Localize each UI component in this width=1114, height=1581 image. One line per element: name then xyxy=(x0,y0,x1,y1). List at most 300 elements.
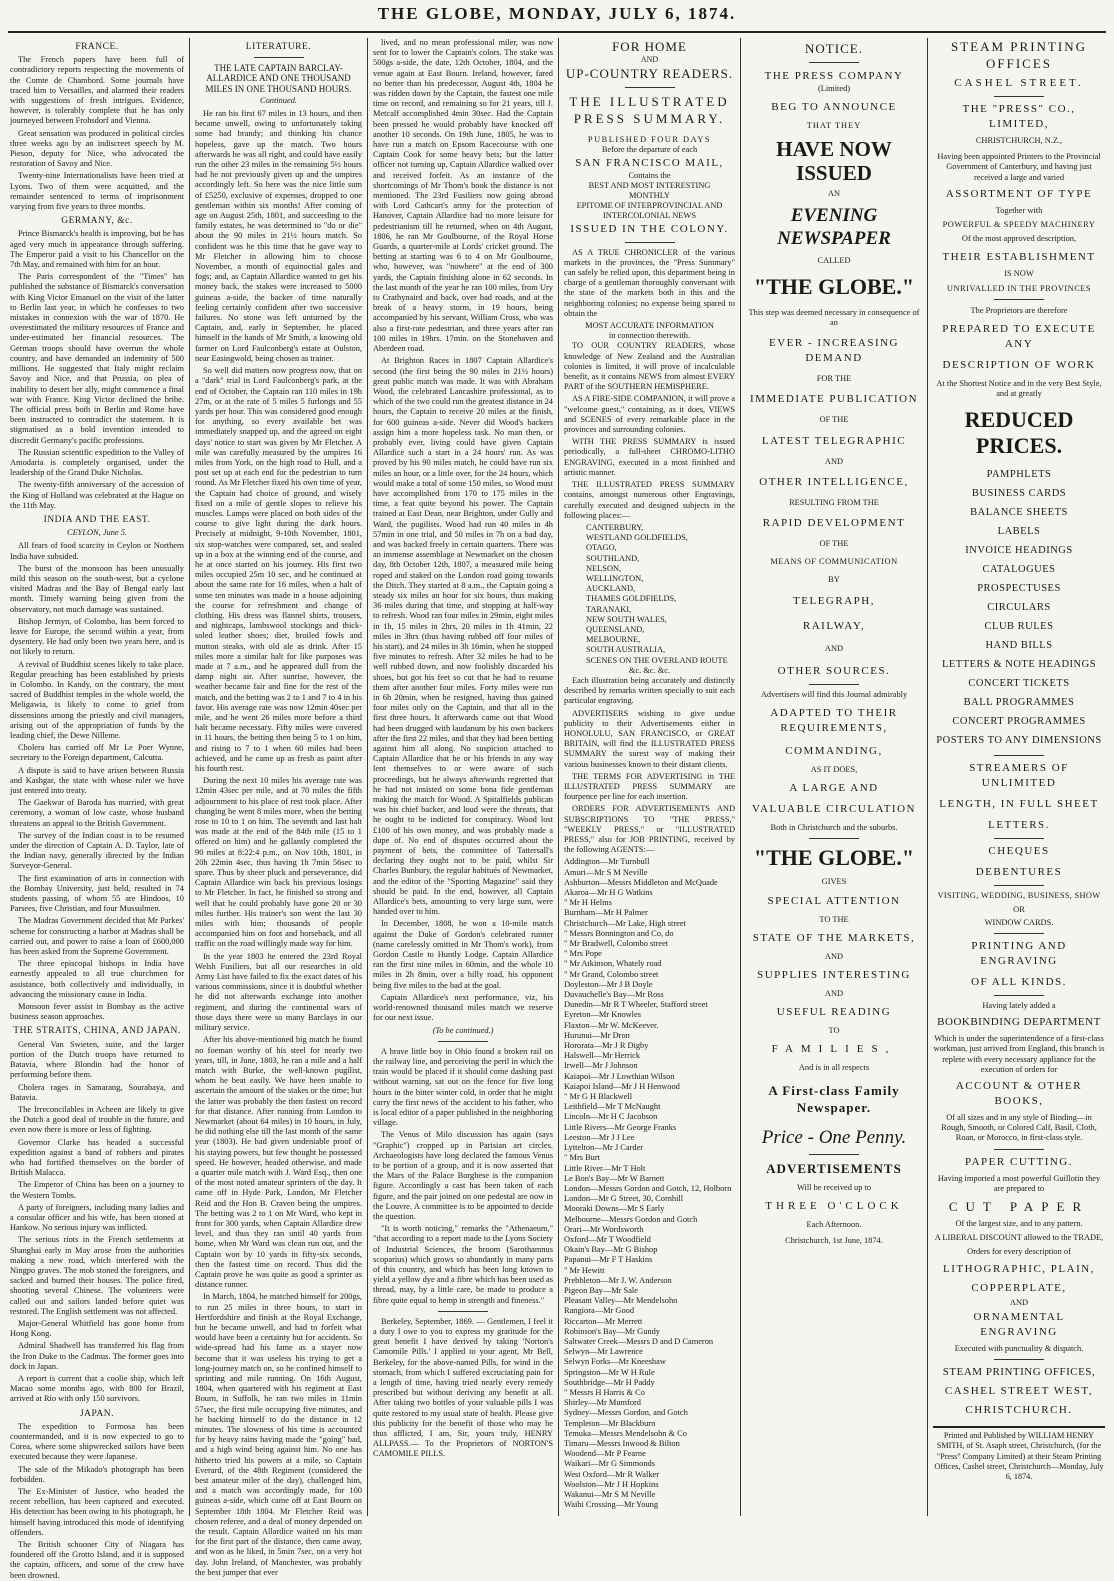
paragraph: Having imported a most powerful Guillotin they are prepared to xyxy=(937,1173,1101,1193)
text: STATE OF THE MARKETS, xyxy=(752,931,916,944)
paragraph: The sale of the Mikado's photograph has been forbidden. xyxy=(10,1464,184,1484)
agent-item: " Mr Bradwell, Colombo street xyxy=(564,939,669,949)
paragraph: General Van Swieten, suite, and the larger portion of the Dutch troops have returned to Batavia, where Blondin had the honor of performing before them. xyxy=(10,1039,184,1080)
masthead-rule xyxy=(8,31,1106,33)
text: AN xyxy=(827,189,841,199)
agent-item: Sydney—Messrs Gordon, and Gotch xyxy=(564,1408,688,1418)
paragraph: The survey of the Indian coast is to be resumed under the direction of Captain A. D. Taylor, late of the Indian navy, generally directed by the Indian Surveyor-General. xyxy=(10,830,184,871)
agent-item: Eyreton—Mr Knowles xyxy=(564,1010,641,1020)
paragraph: ORDERS FOR ADVERTISEMENTS AND SUBSCRIPTIONS TO "THE PRESS," "WEEKLY PRESS," or "ILLUSTRATED PRESS," also for JOB PRINTING, received by the following AGENTS:— xyxy=(564,804,735,855)
text: STEAM PRINTING OFFICES xyxy=(951,39,1087,71)
to-be-continued: (To be continued.) xyxy=(432,1025,494,1035)
agents-list xyxy=(564,857,735,1510)
text: DEBENTURES xyxy=(975,866,1063,879)
agent-item: Mooraki Downs—Mr S Early xyxy=(564,1204,665,1214)
text: ASSORTMENT OF TYPE xyxy=(945,187,1093,200)
column-divider xyxy=(558,38,559,1516)
text: VISITING, WEDDING, BUSINESS, SHOW xyxy=(937,891,1101,901)
divider xyxy=(994,1149,1044,1150)
globe-title: "THE GLOBE." xyxy=(753,273,915,299)
text: AND xyxy=(824,456,844,466)
text: MONTHLY xyxy=(628,191,671,201)
text: CALLED xyxy=(817,255,851,265)
divider xyxy=(994,933,1044,934)
paragraph: AS A TRUE CHRONICLER of the various markets in the provinces, the "Press Summary" can safely be relied upon, this department being in charge of a gentleman thoroughly conversant with the state of the markets both in this and the neighboring colonies; no expense being spared to obtain the xyxy=(564,247,735,318)
text: OTHER INTELLIGENCE, xyxy=(759,475,909,488)
text: UNRIVALLED IN THE PROVINCES xyxy=(946,283,1092,293)
text: OF ALL KINDS. xyxy=(971,976,1067,989)
text: EVER - INCREASING DEMAND xyxy=(769,337,899,365)
paragraph: lived, and no mean professional miler, was now sent for to lower the Captain's colors. The stake was 500gs a-side, the date, 12th October, 1804, and the venue again at East Bourn. Ireland, however, fared no better than his predecessor, August 4th, 1804 he was ridden down by the Captain, the fastest one mile time on record, and remaining so for 21 years, till J. Metcalf accomplished 4min 30sec. Had the Captain been pressed he would probably have knocked off another 10 seconds. On 19th June, 1805, he was to have run a match on Epsom Racecourse with one Captain Cook for some heavy bets; but the latter officer not turning up, Captain Allardice walked over and received forfeit. As an instance of the shortcomings of Mr Thom's book the distance is not mentioned. The 23rd Fusiliers now going abroad with Lord Cathcart's army for the protection of Hanover, Captain Allardice had no more leisure for pedestrianism till he returned, when on 4th August, 1806, he ran Mr Goulbourne, of the Royal Horse Guards, a quarter-mile at Lords' cricket ground. The betting at starting was 6 to 4 on Mr Goulbourne, who, however, was "nowhere" at the end of 300 yards, the Captain finishing alone in 62 seconds. In the last month of the year he ran 100 miles, from Ury to Crathynaird and back, over bad roads, and at the break of a heavy storm, in 19 hours, being accompanied by his servant, William Cross, who was also a first-rate pedestrian, and three years after ran 100 miles in 19hrs. 17min. on the Stonehaven and Aberdeen road. xyxy=(373,38,553,354)
heading-france: FRANCE. xyxy=(75,42,119,52)
paragraph: A brave little boy in Ohio found a broken rail on the railway line, and perceiving the peril in which the train would be placed if it should come dashing past without warning, sat out on the fence for five long hours in the bitter winter cold, in order that he might carry the first news of the accident to his father, who is local editor of a paper published in the neighboring village. xyxy=(373,1046,553,1128)
paragraph: Having been appointed Printers to the Provincial Government of Canterbury, and having just received a large and varied xyxy=(937,152,1101,182)
text: ADVERTISEMENTS xyxy=(766,1160,902,1176)
printing-item: BALANCE SHEETS xyxy=(970,507,1068,519)
agent-item: " Mr Grand, Colombo street xyxy=(564,969,659,979)
paragraph: "It is worth noticing," remarks the "Athenaeum," "that according to a report made to the Lyons Society of Industrial Sciences, the broom (Sarothamnus scoparius) which grows so abundantly in many parts of this country, and which has been long known to yield a yellow dye and a fibre which has been used as thread, may, by a little care, be made to produce a fibre quite equal to hemp in strength and fineness." xyxy=(373,1224,553,1305)
printing-item: POSTERS TO ANY DIMENSIONS xyxy=(936,735,1102,747)
text: BOOKBINDING DEPARTMENT xyxy=(937,1016,1101,1029)
printing-item: CLUB RULES xyxy=(984,621,1054,633)
text: LETTERS. xyxy=(988,819,1050,832)
paragraph: During the next 10 miles his average rate was 12min 43sec per mile, and at 70 miles the fifth adjournment to his place of rest took place. After changing he went 8 miles more, when the betting rose to 10 to 1 on him. The seventh and last halt was made at the end of the 84th mile (15 to 1 offered on him) and he gallantly completed the 90 miles at 8:22:4 p.m., on Nov 10th, 1801, in 20h 22min 4sec, thus having 1h 7min 56sec to spare. Thus by sheer pluck and perseverance, did Captain Allardice win back his previous losings to Mr Fletcher. In fact, he finished so strong and well that he could probably have gone 20 or 30 miles further. His trainer's son went the last 30 miles with him; thousands of people accompanied him on foot and horseback, and all traffic on the road willingly made way for him. xyxy=(195,776,362,949)
paragraph: Monsoon fever assist in Bombay as the active business season approaches. xyxy=(10,1002,184,1022)
text: STEAM PRINTING OFFICES, xyxy=(942,1366,1096,1379)
agent-item: London—Mr G Street, 30, Cornhill xyxy=(564,1194,684,1204)
place-item: OTAGO, xyxy=(586,543,617,553)
text: MEANS OF COMMUNICATION xyxy=(770,557,898,567)
paragraph: Cholera rages in Samarang, Sourabaya, and Batavia. xyxy=(10,1082,184,1102)
paragraph: The twenty-fifth anniversary of the accession of the King of Holland was celebrated at the Hague on the 11th May. xyxy=(10,480,184,510)
text: AS IT DOES, xyxy=(810,765,858,775)
agent-item: Halswell—Mr Herrick xyxy=(564,1051,641,1061)
press-summary-column xyxy=(564,38,735,1516)
paragraph: Twenty-nine Internationalists have been tried at Lyons. Two of them were acquitted, and the remainder sentenced to terms of imprisonment varying from five years to three months. xyxy=(10,171,184,212)
paragraph: The Russian scientific expedition to the Valley of Amodaria is completely organised, under the leadership of the Grand Duke Nicholas. xyxy=(10,447,184,478)
printing-item: CONCERT TICKETS xyxy=(968,678,1070,690)
agent-item: Dunedin—Mr R T Wheeler, Stafford street xyxy=(564,1000,708,1010)
divider xyxy=(809,838,859,839)
printing-item: CONCERT PROGRAMMES xyxy=(952,716,1086,728)
price: Price - One Penny. xyxy=(761,1126,907,1148)
paragraph: Captain Allardice's next performance, viz, his world-renowned thousand miles match we reserve for our next issue. xyxy=(373,992,553,1023)
column-divider xyxy=(927,38,928,1516)
printing-item: PAMPHLETS xyxy=(986,469,1052,481)
place-item: CANTERBURY, xyxy=(586,522,644,532)
paragraph: The Paris correspondent of the "Times" has published the substance of Bismarck's conversation with King Victor Emanuel on the visit of the latter to Berlin last year, in which he confesses to two mistakes in connexion with the war of 1870. He overestimated the military resources of France and under-estimated her financial resources. The German troops should have overrun the whole country, and have demanded an indemnity of 500 millions. He suggested that Italy might reclaim Savoy and Nice, and that Prussia, on plea of inability to desert her ally, might commence a final war with France. King Victor declined the bribe. The official press both in Berlin and Rome have been instructed to contradict the statement. It is stigmatised as a bold invention intended to discredit Germany's pacific professions. xyxy=(10,272,184,445)
paragraph: In December, 1808, he won a 10-mile match against the Duke of Gordon's celebrated runner (name carelessly omitted in Mr Thom's work), from Gordon Castle to Huntly Lodge. Captain Allardice ran the first nine miles in 60min, and the whole 10 miles in 2h 8min, over a hilly road, his opponent being five miles to the bad at the goal. xyxy=(373,919,553,990)
paragraph: A revival of Buddhist scenes likely to take place. Regular preaching has been established by priests in Colombo. In Kandy, on the contrary, the most sacred of Buddhist temples in the whole world, the Meligawia, is likely to come to grief from dissensions among the priestly and civil managers, arising out of the appropriation of funds by the leading chief, the Dewe Nilleme. xyxy=(10,659,184,740)
paragraph: The French papers have been full of contradictory reports respecting the movements of the Comte de Chambord. Some journals have traced him to Versailles, and alarmed their readers with suggestions of fresh intrigues. Evidence, however, is tolerably complete that he has only journeyed between Frohsdorf and Vienna. xyxy=(10,55,184,126)
paragraph: So well did matters now progress now, that on a "dark" trial in Lord Faulconberg's park, at the end of October, the Captain ran 110 miles in 19h 27m, or at the rate of 5 miles 5 furlongs and 55 yards per hour. This was considered good enough for anything, so every available bet was immediately snapped up, and the agreed on eight days' notice to start was given by Mr Fletcher. A mile was carefully measured by the umpires 16 miles from York, on the high road to Hull, and a post set up at each end for the pedestrian to turn round. As Mr Fletcher fixed his own time of year, the Captain had choice of ground, and wisely fixed on a mile of gentle slopes to relieve his muscles. Lamps were placed on both sides of the course to give light during the dark hours. Precisely at midnight, 9-10th November, 1801, six stop-watches were compared, set, and sealed up in a box at the winning end of the course, and he at once started on his journey. His first two miles occupied 25m 10 sec, and he continued at about the same rate for 16 miles, when a halt of some ten minutes was made in a house adjoining the course for refreshment and change of clothing. His dress was flannel shirts, trousers, and nightcaps, lambswool stockings and thick-soled leather shoes; diet, broiled fowls and mutton steaks, with old ale as drink. After 15 miles more a similar halt for like purposes was made at 7 a.m., and he appeared dull from the damp night air. After sunrise, however, the weather became fair and fine for the rest of the match, and the betting was 2 to 1 and 7 to 4 in his favor. His average rate was now 12min 40sec per mile, and he went 26 miles more before a third halt became necessary. Fifty miles were covered in 11 hours, the betting then being 5 to 1 on him, and rising to 7 to 1 when 60 miles had been achieved, and he came up as fresh as paint after his fourth rest. xyxy=(195,366,362,774)
text: TO THE xyxy=(819,914,849,924)
agent-item: Little Rivers—Mr George Franks xyxy=(564,1122,677,1132)
divider xyxy=(809,684,859,685)
agent-item: Wakanui—Mr S M Neville xyxy=(564,1490,656,1499)
text: USEFUL READING xyxy=(776,1006,892,1019)
printing-item: BUSINESS CARDS xyxy=(971,488,1067,500)
agent-item: Leeston—Mr J J Lee xyxy=(564,1132,635,1142)
paragraph: He ran his first 67 miles in 13 hours, and then became unwell, owing to unfortunately taking some bad brandy; and thinking his chance hopeless, gave up the match. Two hours afterwards he was all right, and could have easily run the other 23 miles in the remaining 5½ hours had he not previously given up and the umpires accordingly left. So here was the nice little sum of £5250, exclusive of expenses, dropped to one gentleman within six months! After coming of age on August 25th, 1801, and succeeding to the family estates, he was determined to "do or die" about the 90 miles in 21½ hours match. So confident was he this time that he gave way to Mr Fletcher in allowing him to choose November, a month of equinoctial gales and fogs; and, as Captain Allardice wanted to get his money back, the stakes were increased to 5000 guineas a-side, the backer of time naturally feeling certainly confident after two successive failures. No stone was left unturned by the Captain, and, early in September, he placed himself in the hands of Mr Smith, a knowing old farmer on Lord Faulconberg's estate at Oulston, near Easingwold, being chosen as trainer. xyxy=(195,109,362,363)
agent-item: Melbourne—Messrs Gordon and Gotch xyxy=(564,1214,698,1224)
paragraph: WITH THE PRESS SUMMARY is issued periodically, a full-sheet CHROMO-LITHO ENGRAVING, executed in a most finished and artistic manner. xyxy=(564,437,735,477)
agent-item: Springston—Mr W H Rule xyxy=(564,1367,655,1377)
places-list xyxy=(564,523,735,666)
text: And is in all respects xyxy=(798,1063,870,1073)
text: LITHOGRAPHIC, PLAIN, xyxy=(943,1262,1095,1275)
paragraph: Of all sizes and in any style of Binding—in Rough, Smooth, or Colored Calf, Basil, Cloth, Roan, or Morocco, in first-class style. xyxy=(941,1113,1097,1143)
text: SUPPLIES INTERESTING xyxy=(757,969,911,982)
paragraph: Governor Clarke has headed a successful expedition against a band of robbers and pirates who had fortified themselves on the border of British Malacca. xyxy=(10,1137,184,1178)
agent-item: Waihi Crossing—Mr Young xyxy=(564,1500,659,1510)
text: COPPERPLATE, xyxy=(971,1281,1067,1294)
text: STREAMERS OF UNLIMITED xyxy=(969,762,1069,790)
text: Contains the xyxy=(628,170,671,180)
text: POWERFUL & SPEEDY MACHINERY xyxy=(942,220,1096,230)
printing-item: CIRCULARS xyxy=(987,602,1051,614)
paragraph: TO OUR COUNTRY READERS, whose knowledge of New Zealand and the Australian colonies is limited, it will prove of incalculable benefit, as it contains NEWS from almost EVERY PART of the SOUTHERN HEMISPHERE. xyxy=(564,341,735,392)
text: Of the largest size, and to any pattern. xyxy=(955,1219,1083,1229)
text: BY xyxy=(828,575,840,585)
divider xyxy=(994,96,1044,97)
agent-item: Robinson's Bay—Mr Gundy xyxy=(564,1326,660,1336)
agent-item: " Messrs Bonnington and Co, do xyxy=(564,928,674,938)
agent-item: " Mr Hewitt xyxy=(564,1265,605,1275)
advertisement-testimonial: Berkeley, September, 1869. — Gentlemen, I feel it a duty I owe to you to express my gratitude for the great benefit I have derived by taking 'Norton's Camomile Pills.' I applied to your agent, Mr Bell, Berkeley, for the above-named Pills, for wind in the stomach, from which I suffered excruciating pain for a length of time, having tried nearly every remedy prescribed but without deriving any benefit at all. After taking two bottles of your valuable pills I was quite restored to my usual state of health. Please give this publicity for the benefit of those who may be thus afflicted, I am, Sir, yours truly, HENRY ALLPASS.— To the Proprietors of NORTON'S CAMOMILE PILLS. xyxy=(373,1316,553,1459)
agent-item: " Mr H Helms xyxy=(564,898,612,908)
printing-item: PROSPECTUSES xyxy=(977,583,1061,595)
divider xyxy=(438,1041,488,1042)
heading: AND xyxy=(640,55,659,64)
agent-item: Selwyn—Mr Lawrence xyxy=(564,1347,643,1357)
agent-item: Waikari—Mr G Simmonds xyxy=(564,1459,655,1469)
paragraph: The Madras Government decided that Mr Parkes' scheme for constructing a harbor at Madras shall be carried out, and power to raise a loan of £600,000 has been asked from the Supreme Government. xyxy=(10,916,184,957)
text: AND xyxy=(824,643,844,653)
paragraph: A dispute is said to have arisen between Russia and Kashgar, the state with whose ruler we have just entered into treaty. xyxy=(10,765,184,796)
agent-item: Hororata—Mr J R Digby xyxy=(564,1041,649,1051)
agent-item: Timaru—Messrs Inwood & Bilton xyxy=(564,1438,680,1448)
place-item: THAMES GOLDFIELDS, xyxy=(586,594,677,604)
paragraph: At Brighton Races in 1807 Captain Allardice's second (the first being the 90 miles in 21½ hours) great public match was made. It was with Abraham Wood, the celebrated Lancashire professional, as to which of the two could run the greatest distance in 24 hours, the Captain to receive 20 miles at the finish, for 600 guineas a-side. Never did Wood's backers assign him a more hopeless task. No man then, or probably ever, living could have given Captain Allardice such a start in a 24 hours' run. As was proved by his 90 miles match, he could have run six miles an hour, or a little over, for the 24 hours, which would make a total of some 150 miles, so Wood must have accomplished from 170 to 175 miles in the time, a feat quite beyond his power. The Captain trained at East Dean, near Brighton, under Gully and Ward, the pugilists. Wood had run 40 miles in 4h 57min in one trial, and 50 miles in 7h on a bad day, and was backed freely in certain quarters. There was an immense assemblage at Newmarket on the chosen day, 8th October 12th, 1807, a measured mile being roped and staked on the London road going towards the Ditch. They started at 8 a.m., the Captain going a steady six miles an hour for six hours, thus making 36 miles during that time, and stopping at half-way to refresh. Wood ran four miles in 29min, eight miles in 1h, 15 miles in 2hrs, 20 miles in 1h 41min, 22 miles in 3hrs (thus having rubbed off four miles of his start), and 24 miles in 3h 16min, when he stopped five minutes to refresh. After 32 miles he had to be well rubbed down, and now foolishly discarded his shoes, but got his feet so cut that he had to resume them after another four miles. Forty miles were run in 6h 20min, when he resigned, having thus gained four miles only on the Captain, and that all in the first three hours. It afterwards came out that Wood had been drugged with laudanum by his own backers after the first 22 miles, and that they had been betting against him all along. No suspicion attached to Captain Allardice that he or his friends in any way lent themselves to or were aware of such proceedings, but he always afterwards regretted that he had not insisted on some bona fide gentleman making the match for Wood. A Spitalfields publican was his chief backer, and loud were the threats, that he ought to be indicted for conspiracy. Wood lost £100 of his own money, and was probably made a dupe of. No end of disputes occurred about the payment of bets, the committee of Tattersall's declaring they ought not to be paid, whilst Sir Charles Bunbury, the regular habitués of Newmarket, and the editor of the "Sporting Magazine" said they should be paid. In the end, however, all Captain Allardice's bets, amounting to very large sum, were handed over to him. xyxy=(373,356,553,917)
text: FAMILIES, xyxy=(771,1043,897,1056)
text: A First-class Family Newspaper. xyxy=(768,1082,900,1115)
text: OF THE xyxy=(819,539,849,549)
text: This step was deemed necessary in consequence of an xyxy=(748,307,920,328)
paragraph: Prince Bismarck's health is improving, but he has aged very much in appearance through suffering. The Emperor paid a visit to his Chancellor on the 7th May, and remained with him for an hour. xyxy=(10,229,184,270)
text: A LIBERAL DISCOUNT allowed to the TRADE, xyxy=(934,1233,1104,1243)
paragraph: Admiral Shadwell has transferred his flag from the Iron Duke to the Cadmus. The former goes into dock in Japan. xyxy=(10,1341,184,1371)
text: SPECIAL ATTENTION xyxy=(767,894,901,907)
paragraph: All fears of food scarcity in Ceylon or Northern India have subsided. xyxy=(10,541,184,561)
paragraph: The expedition to Formosa has been countermanded, and it is now expected to go to Corea, where some shipwrecked sailors have been executed because they were Japanese. xyxy=(10,1421,184,1462)
paragraph: The Irreconcilables in Acheen are likely to give the Dutch a good deal of trouble in the future, and even now there is more or less of fighting. xyxy=(10,1104,184,1135)
text: SAN FRANCISCO MAIL, xyxy=(575,156,724,169)
divider xyxy=(625,242,675,243)
paragraph: Major-General Whitfield has gone home from Hong Kong. xyxy=(10,1318,184,1339)
paragraph: Bishop Jermyn, of Colombo, has been forced to leave for Europe, the second within a year, from dysentery. He had only been two years here, and is not likely to return. xyxy=(10,616,184,657)
agent-item: Christchurch—Mr Lake, High street xyxy=(564,918,686,928)
printing-item: LABELS xyxy=(997,526,1041,538)
text: BEST AND MOST INTERESTING xyxy=(588,180,711,190)
text: in connection therewith. xyxy=(608,331,691,341)
divider xyxy=(254,57,304,58)
paragraph: Each illustration being accurately and distinctly described by remarks written specially to suit each particular engraving. xyxy=(564,675,735,706)
agent-item: Duvauchelle's Bay—Mr Ross xyxy=(564,990,664,1000)
column-divider xyxy=(740,38,741,1516)
heading-straits: THE STRAITS, CHINA, AND JAPAN. xyxy=(13,1026,181,1037)
agent-item: Lincoln—Mr H C Jacobson xyxy=(564,1112,658,1122)
paragraph: The Ex-Minister of Justice, who headed the recent rebellion, has been captured and executed. His detection has been owing to his photograph, he himself having introduced this mode of identifying offenders. xyxy=(10,1487,184,1537)
agent-item: Kaiapoi Island—Mr J H Henwood xyxy=(564,1081,680,1091)
text: TO xyxy=(828,1026,840,1036)
agent-item: West Oxford—Mr R Walker xyxy=(564,1469,660,1479)
text: VALUABLE CIRCULATION xyxy=(752,803,916,816)
text: AND xyxy=(824,989,844,999)
title-illustrated: THE ILLUSTRATED xyxy=(569,94,730,110)
globe-title: "THE GLOBE." xyxy=(753,845,915,871)
agent-item: Southbridge—Mr H Paddy xyxy=(564,1377,655,1387)
divider xyxy=(994,838,1044,839)
text: CHEQUES xyxy=(988,845,1050,858)
divider xyxy=(994,1359,1044,1360)
place-item: NEW SOUTH WALES, xyxy=(586,614,667,624)
text: THEIR ESTABLISHMENT xyxy=(942,251,1096,264)
place-item: AUCKLAND, xyxy=(586,584,636,594)
place-item: WESTLAND GOLDFIELDS, xyxy=(586,533,688,543)
paragraph: THE TERMS FOR ADVERTISING in THE ILLUSTRATED PRESS SUMMARY are fourpence per line for each insertion. xyxy=(564,771,735,802)
agent-item: Riccarton—Mr Merrett xyxy=(564,1316,643,1326)
agent-item: Flaxton—Mr W. McKeever. xyxy=(564,1020,659,1030)
text: EPITOME OF INTERPROVINCIAL AND xyxy=(576,201,723,211)
agent-item: Irwell—Mr J Johnson xyxy=(564,1061,638,1071)
paragraph: The Gaekwar of Baroda has married, with great ceremony, a woman of low caste, whose husband threatens an appeal to the British Government. xyxy=(10,798,184,828)
text: Executed with punctuality & dispatch. xyxy=(954,1343,1084,1353)
literature-column-continued xyxy=(373,38,553,1516)
masthead: THE GLOBE, MONDAY, JULY 6, 1874. xyxy=(377,4,737,23)
title-press-summary: PRESS SUMMARY. xyxy=(573,111,726,127)
agent-item: Woodend—Mr P Fearne xyxy=(564,1449,646,1459)
text: EVENING NEWSPAPER xyxy=(777,204,891,249)
agent-item: Lyttelton—Mr J Carder xyxy=(564,1143,644,1153)
dateline: CEYLON, June 5. xyxy=(66,528,128,538)
paragraph: Great sensation was produced in political circles three weeks ago by an indiscreet speech by M. Pieson, deputy for Nice, who advocated the restoration of Savoy and Nice. xyxy=(10,128,184,169)
heading-india: INDIA AND THE EAST. xyxy=(43,514,151,525)
text: Of the most approved description, xyxy=(961,234,1077,244)
agent-item: " Messrs H Harris & Co xyxy=(564,1387,645,1397)
place-item: WELLINGTON, xyxy=(586,573,644,583)
printing-item: LETTERS & NOTE HEADINGS xyxy=(941,659,1097,671)
printing-item: HAND BILLS xyxy=(985,640,1053,652)
agent-item: Akaroa—Mr H G Watkins xyxy=(564,888,653,898)
text: PRINTING AND ENGRAVING xyxy=(971,940,1067,968)
agent-item: Pigeon Bay—Mr Sale xyxy=(564,1285,638,1295)
text: Having lately added a xyxy=(982,1001,1056,1011)
agent-item: Pleasant Valley—Mr Mendelsohn xyxy=(564,1296,678,1306)
text: Will be received up to xyxy=(796,1182,872,1192)
text: RESULTING FROM THE xyxy=(789,497,879,507)
text: The Proprietors are therefore xyxy=(970,305,1068,315)
paragraph: The three episcopal bishops in India have earnestly appealed to all true churchmen for assistance, both collectively and individually, in advancing the missionary cause in India. xyxy=(10,959,184,999)
divider xyxy=(994,995,1044,996)
text: GIVES xyxy=(821,877,847,887)
divider xyxy=(625,87,675,88)
text: ORNAMENTAL ENGRAVING xyxy=(973,1310,1065,1338)
agent-item: " Mr Atkinson, Whately road xyxy=(564,959,662,969)
heading: UP-COUNTRY READERS. xyxy=(565,66,734,82)
literature-column xyxy=(195,38,362,1577)
text: (Limited) xyxy=(817,84,851,93)
text: Before the departure of each xyxy=(601,145,698,155)
paragraph: The Emperor of China has been on a journey to the Western Tombs. xyxy=(10,1180,184,1200)
text: PUBLISHED FOUR DAYS xyxy=(587,135,712,145)
text: FOR THE xyxy=(816,374,852,384)
agent-item: Shirley—Mr Mumford xyxy=(564,1398,641,1408)
text: COMMANDING, xyxy=(785,745,883,758)
text: At the Shortest Notice and in the very Best Style, and at greatly xyxy=(936,379,1102,399)
divider xyxy=(809,1154,859,1155)
paragraph: A report is current that a coolie ship, which left Macao some months ago, with 800 for Brazil, arrived at Rio with only 150 survivors. xyxy=(10,1373,184,1404)
place-item: SOUTHLAND, xyxy=(586,553,640,563)
agent-item: " Mrs Pope xyxy=(564,949,602,959)
paragraph: The serious riots in the French settlements at Shanghai early in May arose from the authorities making a new road, which interfered with the Ningpo graves. The mob stoned the foreigners, and sacked and burned their houses. The police fired, shooting several Chinese. The volunteers were called out and sailors landed before quiet was restored. The English settlement was not affected. xyxy=(10,1235,184,1316)
text: RAILWAY, xyxy=(802,619,866,632)
agent-item: Little River—Mr T Holt xyxy=(564,1163,646,1173)
text: CHRISTCHURCH. xyxy=(965,1404,1073,1417)
agent-item: Papanui—Mr F T Haskins xyxy=(564,1255,653,1265)
agent-item: Addington—Mr Turnbull xyxy=(564,857,650,867)
text: OF THE xyxy=(819,415,849,425)
paragraph: The British schooner City of Niagara has foundered off the Grotto Island, and it is supposed the captain, officers, and some of the crew have been drowned. xyxy=(10,1540,184,1580)
heading-literature: LITERATURE. xyxy=(245,42,312,52)
reduced-prices: REDUCED PRICES. xyxy=(964,407,1074,459)
text: AND xyxy=(1009,1297,1029,1307)
paragraph: AS A FIRE-SIDE COMPANION, it will prove a "welcome guest," containing, as it does, VIEWS and SCENES of every remarkable place in the provinces and surrounding colonies. xyxy=(564,394,735,435)
agent-item: Doyleston—Mr J B Doyle xyxy=(564,979,653,989)
heading-japan: JAPAN. xyxy=(79,1408,115,1419)
text: A LARGE AND xyxy=(789,782,879,795)
text: ACCOUNT & OTHER BOOKS, xyxy=(955,1080,1083,1108)
agent-item: " Mrs Burt xyxy=(564,1153,600,1163)
text: INTERCOLONIAL NEWS xyxy=(603,211,696,221)
text: TELEGRAPH, xyxy=(793,594,875,607)
place-item: QUEENSLAND, xyxy=(586,624,645,634)
paragraph: A party of foreigners, including many ladies and a consular officer and his wife, has been stoned at Hankow. No serious injury was inflicted. xyxy=(10,1202,184,1233)
place-item: SCENES ON THE OVERLAND ROUTE xyxy=(586,655,728,665)
heading: FOR HOME xyxy=(612,39,687,54)
text: IMMEDIATE PUBLICATION xyxy=(749,393,919,406)
place-item: TARANAKI, xyxy=(586,604,632,614)
text: CUT PAPER xyxy=(948,1199,1090,1215)
paragraph: Cholera has carried off Mr Le Poer Wynne, secretary to the Foreign department, Calcutta. xyxy=(10,743,184,763)
divider xyxy=(438,1311,488,1312)
printing-item: INVOICE HEADINGS xyxy=(965,545,1073,557)
paragraph: In March, 1804, he matched himself for 200gs, to run 25 miles in three hours, to start in Hertfordshire and finish at the Royal Exchange, but he became unwell, and had to forfeit what would have been a certainty but for accidents. So wide-spread had his fame as a stayer now become that it was useless his trying to get a long-journey match on, so he confined himself to sprinting and mile running. On 16th August, 1804, when quartered with his regiment at East Bourn, in Suffolk, he ran two miles in 11min 57sec, the first mile occupying five minutes, and he backing himself to do the distance in 12 minutes. The slowness of his time is accounted for by heavy rains having made the "going" bad, and a high wind being against him. No one has hitherto tried his powers at a mile, so Captain Everard, of the 48th Regiment (considered the best amateur miler of the day), challenged him, and a match was accordingly made, for 100 guineas a-side, which came off at East Bourn on September 18th 1804. Mr Fletcher Reid was chosen referee, and a deal of money depended on the result. Captain Allardice waited on his man for the first part of the distance, then came away, and won as he liked, in 5min 7sec, on a very hot day. John Ireland, of Manchester, was probably the best jumper that ever xyxy=(195,1292,362,1577)
paragraph: The first examination of arts in connection with the Bombay University, just held, resulted in 74 students passing, of whom 55 are Hindoos, 10 Parsees, five Christian, and four Mussulmen. xyxy=(10,873,184,914)
printing-items-list xyxy=(933,465,1105,750)
text: MOST ACCURATE INFORMATION xyxy=(585,321,714,331)
agent-item: Amuri—Mr S M Neville xyxy=(564,867,648,877)
text: THE PRESS COMPANY xyxy=(764,70,904,82)
text: CASHEL STREET WEST, xyxy=(944,1385,1094,1398)
continued-label: Continued. xyxy=(260,95,297,105)
agent-item: Temuka—Messrs Mendelsohn & Co xyxy=(564,1428,687,1438)
text: THE "PRESS" CO., LIMITED, xyxy=(962,103,1076,130)
agent-item: " Mr G H Blackwell xyxy=(564,1092,633,1102)
text: Together with xyxy=(995,205,1043,215)
text: Christchurch, 1st June, 1874. xyxy=(785,1236,883,1246)
text: PAPER CUTTING. xyxy=(965,1155,1073,1168)
paragraph: After his above-mentioned big match he found no foeman worthy of his steel for nearly two years, till, in June, 1803, he ran a mile and a half match with Burke, the well-known pugilist, whom he beat easily. We have been unable to ascertain the amount of the stakes or the time; but the latter was probably the then fastest on record for that distance. After running from London to Newmarket (about 64 miles) in 10 hours, in July, he did nothing else till the last month of the same year (1803). He had given undeniable proof of his staying powers, but few thought he possessed speed. He however, headed otherwise, and made a quarter mile match with J. Ward Esq., then one of the most noted amateur sprinters of the day. It came off in Hyde Park, London, Mr Fletcher Reid and the Hon B. Craven being the umpires. The betting was 2 to 1 on Mr Ward, who kept in front for 300 yards, when Captain Allardice drew level, and thus they ran until 40 yards from home, when Mr Ward was clean run out, and the Captain won by 10 yards in fifty-six seconds, then the fastest time on record. Thus did the Captain prove he was quite as good a sprinter as distance runner. xyxy=(195,1035,362,1290)
news-column-foreign xyxy=(10,38,184,1580)
text: WINDOW CARDS. xyxy=(984,917,1054,927)
place-item: SOUTH AUSTRALIA, xyxy=(586,645,666,655)
article-title: THE LATE CAPTAIN BARCLAY-ALLARDICE AND ONE THOUSAND MILES IN ONE THOUSAND HOURS. xyxy=(205,63,352,94)
agent-item: Burnham—Mr H Palmer xyxy=(564,908,648,918)
text: ISSUED IN THE COLONY. xyxy=(570,222,729,235)
printing-item: BALL PROGRAMMES xyxy=(963,697,1075,709)
agent-item: Prebbleton—Mr J. W. Anderson xyxy=(564,1275,672,1285)
text: IS NOW xyxy=(1004,269,1034,279)
text: OR xyxy=(1013,904,1025,914)
text: HAVE NOW ISSUED xyxy=(776,137,892,186)
text: OTHER SOURCES. xyxy=(777,664,891,677)
text: CASHEL STREET. xyxy=(954,77,1084,89)
text: BEG TO ANNOUNCE xyxy=(771,101,897,114)
text: Both in Christchurch and the suburbs. xyxy=(770,823,898,833)
agent-item: London—Messrs Gordon and Gotch, 12, Holborn xyxy=(564,1183,732,1193)
paragraph: In the year 1803 he entered the 23rd Royal Welsh Fusiliers, but all our researches in old Army List have failed to fix the exact dates of his various commissions, since it is doubtful whether he did not afterwards exchange into another regiment, and during the continental wars of those days there were so many Barclays in our military service. xyxy=(195,951,362,1033)
agent-item: Leithfield—Mr T McNaught xyxy=(564,1102,661,1112)
text: THREE O'CLOCK xyxy=(765,1199,903,1212)
heading-germany: GERMANY, &c. xyxy=(61,216,133,227)
agent-item: Hurunui—Mr Dron xyxy=(564,1030,630,1040)
agent-item: Saltwater Creek—Messrs D and D Cameron xyxy=(564,1336,714,1346)
column-divider xyxy=(367,38,368,1516)
agent-item: Selwyn Forks—Mr Kneeshaw xyxy=(564,1357,666,1367)
agent-item: Woolston—Mr J H Hopkins xyxy=(564,1479,659,1489)
paragraph: ADVERTISERS wishing to give undue publicity to their Advertisements either in HONOLULU, SAN FRANCISCO, or GREAT BRITAIN, will find the ILLUSTRATED PRESS SUMMARY the surest way of making their various businesses known to their distant clients. xyxy=(564,708,735,769)
agent-item: Kaiapoi—Mr J Lowthian Wilson xyxy=(564,1071,675,1081)
agent-item: Orari—Mr Wordsworth xyxy=(564,1224,644,1234)
paragraph: Which is under the superintendence of a first-class workman, just arrived from England, this branch is replete with every necessary appliance for the execution of orders for xyxy=(933,1034,1105,1074)
text: RAPID DEVELOPMENT xyxy=(762,517,906,530)
printing-item: CATALOGUES xyxy=(982,564,1056,576)
paragraph: The Venus of Milo discussion has again (says "Graphic") cropped up in Parisian art circles. Archaeologists have long declared the famous Venus to be portion of a group, and it is now asserted that the Mars of the Palace Borghese is the companion figure. Accordingly a cast has been taken of each figure, and the pair joined on one pedestal are now in the Louvre. A committee is to be appointed to decide the question. xyxy=(373,1130,553,1221)
agent-item: Ashburton—Messrs Middleton and McQuade xyxy=(564,877,718,887)
paragraph: THE ILLUSTRATED PRESS SUMMARY contains, amongst numerous other Engravings, carefully executed and designed subjects in the following places:— xyxy=(564,480,735,520)
text: LENGTH, IN FULL SHEET xyxy=(939,798,1099,811)
printing-offices-column xyxy=(933,38,1105,1516)
notice-heading: NOTICE. xyxy=(805,41,863,56)
text: THAT THEY xyxy=(806,121,862,131)
divider xyxy=(994,299,1044,300)
text: Orders for every description of xyxy=(967,1247,1071,1257)
text: Advertisers will find this Journal admirably xyxy=(760,689,908,699)
text: LATEST TELEGRAPHIC xyxy=(761,434,907,447)
divider xyxy=(994,755,1044,756)
text: AND xyxy=(824,951,844,961)
imprint: Printed and Published by WILLIAM HENRY SMITH, of St. Asaph street, Christchurch, (for the "Press" Company Limited) at their Steam Printing Offices, Cashel street, Christchurch—Monday, July 6, 1874. xyxy=(933,1426,1105,1482)
divider xyxy=(809,62,859,63)
place-item: NELSON, xyxy=(586,563,622,573)
agent-item: Templeton—Mr Blackburn xyxy=(564,1418,656,1428)
globe-notice-column xyxy=(746,38,922,1516)
agent-item: Okain's Bay—Mr G Bishop xyxy=(564,1245,658,1255)
text: ADAPTED TO THEIR REQUIREMENTS, xyxy=(770,707,898,735)
text: &c. &c. &c. xyxy=(628,665,671,675)
divider xyxy=(994,885,1044,886)
